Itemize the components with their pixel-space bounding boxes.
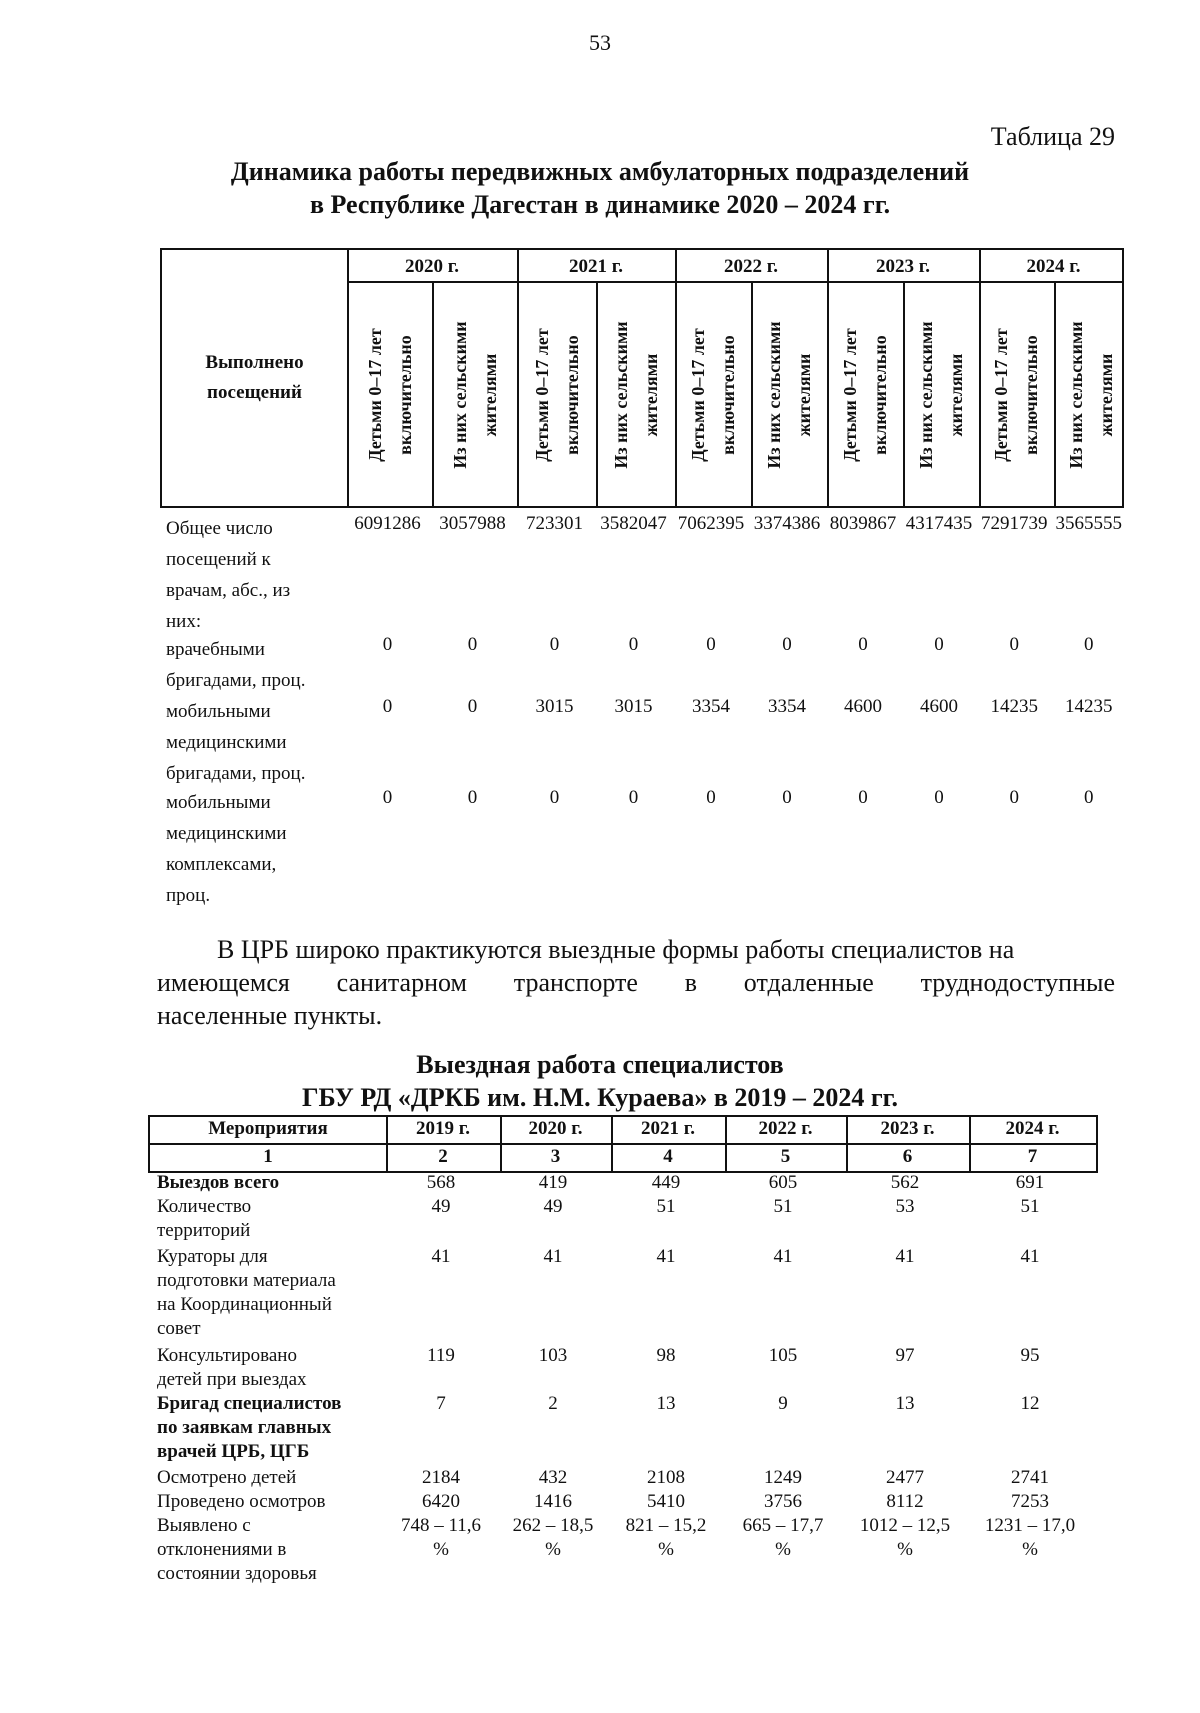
table2-column-number: 1 <box>263 1146 273 1167</box>
table1-cell: 0 <box>382 696 393 717</box>
table1-cell: 8039867 <box>829 513 897 534</box>
sub-header-rural-line1: Из них сельскими <box>1065 321 1086 469</box>
table2-cell: 98 <box>656 1345 676 1366</box>
table2-row-label: отклонениями в <box>157 1539 287 1560</box>
table1-cell: 3582047 <box>600 513 667 534</box>
table2-header <box>148 1115 1098 1173</box>
table1-cell: 0 <box>706 634 716 655</box>
table2-cell: 2 <box>548 1393 558 1414</box>
page-number: 53 <box>589 30 611 55</box>
table2-cell: 41 <box>656 1246 676 1267</box>
table1-row-label: них: <box>166 611 202 632</box>
table1-cell: 0 <box>1009 634 1019 655</box>
table1-cell: 3374386 <box>753 513 821 534</box>
table2-cell: 1249 <box>764 1467 802 1488</box>
table1-cell: 0 <box>628 787 639 808</box>
table2-cell: 13 <box>895 1393 915 1414</box>
year-header: 2022 г. <box>724 256 778 277</box>
sub-header-rural-line2: жителями <box>1095 353 1116 437</box>
table2-cell: 3756 <box>764 1491 802 1512</box>
table1-cell: 0 <box>782 634 792 655</box>
table1-cell: 14235 <box>1065 696 1113 717</box>
paragraph <box>157 933 1115 1032</box>
sub-header-children-line1: Детьми 0–17 лет <box>840 328 860 462</box>
table1-title <box>0 155 1200 221</box>
table2-row-label: Осмотрено детей <box>157 1467 297 1488</box>
sub-header-children <box>347 286 432 504</box>
table1-header-divider <box>347 281 1122 283</box>
table1-cell: 4317435 <box>905 513 973 534</box>
table2-cell: 562 <box>890 1172 920 1193</box>
table1-row-label: врачам, абс., из <box>166 580 291 601</box>
table2-cell: 7253 <box>1011 1491 1049 1512</box>
table1-cell: 3354 <box>692 696 730 717</box>
table1-cell: 0 <box>934 634 944 655</box>
table1-cell: 3565555 <box>1055 513 1122 534</box>
table2-cell: 605 <box>768 1172 798 1193</box>
table1-cell: 3015 <box>535 696 574 717</box>
table2-row-label: Проведено осмотров <box>157 1491 326 1512</box>
year-header: 2020 г. <box>405 256 459 277</box>
table2-cell: 51 <box>656 1196 676 1217</box>
table2-cell: 119 <box>427 1345 455 1366</box>
table2-column-header: 2020 г. <box>528 1118 583 1139</box>
table2-cell: 51 <box>1020 1196 1040 1217</box>
table1-cell: 0 <box>549 787 560 808</box>
table1-cell: 0 <box>628 634 639 655</box>
table2-cell: 449 <box>651 1172 681 1193</box>
table2-row-label: Выездов всего <box>157 1172 280 1193</box>
sub-header-rural-line2: жителями <box>479 353 500 437</box>
table2-column-number: 3 <box>550 1146 561 1167</box>
table1-cell: 0 <box>382 787 393 808</box>
table2-column-number: 2 <box>438 1146 448 1167</box>
sub-header-rural-line2: жителями <box>946 353 966 437</box>
sub-header-children-line2: включительно <box>718 335 738 455</box>
table2-cell: 49 <box>543 1196 563 1217</box>
sub-header-rural-line1: Из них сельскими <box>916 321 936 469</box>
sub-header-children-text <box>360 290 420 500</box>
table2-column-number: 7 <box>1027 1146 1038 1167</box>
table1-cell: 0 <box>934 787 944 808</box>
table1-cell: 7291739 <box>981 513 1048 534</box>
sub-header-children-line2: включительно <box>394 335 415 455</box>
sub-header-rural-text <box>911 290 971 500</box>
table2-cell: % <box>545 1539 561 1560</box>
sub-header-children-line1: Детьми 0–17 лет <box>364 328 385 462</box>
table2-column-number: 4 <box>663 1146 673 1167</box>
table1-cell: 0 <box>1084 787 1094 808</box>
year-header: 2024 г. <box>1026 256 1081 277</box>
sub-header-children <box>517 286 596 504</box>
sub-header-children <box>979 286 1054 504</box>
table2-cell: 7 <box>436 1393 446 1414</box>
table2-cell: % <box>1022 1539 1038 1560</box>
table2-column-header: 2022 г. <box>758 1118 813 1139</box>
table1-cell: 4600 <box>920 696 958 717</box>
table2-row-label: состоянии здоровья <box>157 1563 317 1584</box>
table1-cell: 0 <box>382 634 393 655</box>
table2-cell: 665 – 17,7 <box>742 1515 824 1536</box>
table1-cell: 0 <box>467 634 478 655</box>
table2-cell: 2108 <box>647 1467 685 1488</box>
table2-cell: 41 <box>543 1246 563 1267</box>
sub-header-children-line1: Детьми 0–17 лет <box>991 328 1012 462</box>
table2-title-line2: ГБУ РД «ДРКБ им. Н.М. Кураева» в 2019 – 2024 гг. <box>301 1083 899 1112</box>
table2-row-label: совет <box>157 1318 201 1339</box>
table2-cell: 12 <box>1020 1393 1040 1414</box>
paragraph-line3: населенные пункты. <box>157 1001 383 1030</box>
paragraph-line1: В ЦРБ широко практикуются выездные формы работы специалистов на <box>217 935 1015 964</box>
table1-row-label: врачебными <box>166 639 265 660</box>
sub-header-children <box>675 286 751 504</box>
table2-cell: 691 <box>1015 1172 1045 1193</box>
table1-row-header <box>162 250 347 506</box>
table2-cell: 41 <box>773 1246 793 1267</box>
paragraph-line2: имеющемся санитарном транспорте в отдаленные труднодоступные <box>157 968 1115 997</box>
sub-header-rural-line1: Из них сельскими <box>764 321 784 469</box>
sub-header-rural <box>596 286 675 504</box>
table1-cell: 0 <box>467 787 478 808</box>
table2-cell: 1012 – 12,5 <box>859 1515 951 1536</box>
table1-cell: 723301 <box>526 513 583 534</box>
table2-cell: 432 <box>538 1467 568 1488</box>
sub-header-children-line1: Детьми 0–17 лет <box>531 328 552 462</box>
table2-cell: 6420 <box>422 1491 460 1512</box>
table1-cell: 0 <box>858 787 868 808</box>
table1-cell: 0 <box>549 634 560 655</box>
table2-cell: 105 <box>768 1345 798 1366</box>
table2-row-label: детей при выездах <box>157 1369 307 1390</box>
table2-row-label: подготовки материала <box>157 1270 336 1291</box>
table1-cell: 3015 <box>614 696 653 717</box>
table2-cell: 8112 <box>886 1491 924 1512</box>
row-header-line2: посещений <box>207 382 302 403</box>
sub-header-rural <box>1054 286 1129 504</box>
table2-cell: 2184 <box>422 1467 460 1488</box>
table1-title-line1: Динамика работы передвижных амбулаторных подразделений <box>230 157 970 186</box>
table2-row-label: Консультировано <box>157 1345 297 1366</box>
table2-row-label: Количество <box>157 1196 252 1217</box>
table2-row-label: Кураторы для <box>157 1246 268 1267</box>
table2-column-header: Мероприятия <box>208 1118 328 1139</box>
table2-column-number: 5 <box>780 1146 791 1167</box>
table1-header <box>160 248 1124 508</box>
table1-cell: 14235 <box>990 696 1038 717</box>
sub-header-children-line2: включительно <box>870 335 890 455</box>
table1-row-label: мобильными <box>166 701 271 722</box>
table2-row-label: врачей ЦРБ, ЦГБ <box>157 1441 310 1462</box>
sub-header-children-line1: Детьми 0–17 лет <box>688 328 708 462</box>
table2-cell: 13 <box>656 1393 676 1414</box>
table2-cell: % <box>433 1539 449 1560</box>
sub-header-children-text <box>683 290 743 500</box>
table2-row-label: территорий <box>157 1220 251 1241</box>
table1-cell: 3354 <box>768 696 806 717</box>
table2-header-divider <box>150 1143 1096 1145</box>
table1-cell: 7062395 <box>677 513 745 534</box>
table2-cell: 103 <box>538 1345 568 1366</box>
sub-header-rural-text <box>606 290 666 500</box>
table2-title <box>0 1048 1200 1114</box>
table2-cell: % <box>658 1539 674 1560</box>
table2-cell: 49 <box>431 1196 451 1217</box>
table2-cell: 2477 <box>886 1467 924 1488</box>
table2-cell: 41 <box>895 1246 915 1267</box>
table1-cell: 0 <box>1009 787 1019 808</box>
sub-header-rural-line1: Из них сельскими <box>610 321 631 469</box>
table1-cell: 4600 <box>844 696 882 717</box>
sub-header-rural-text <box>445 290 505 500</box>
table1-row-label: проц. <box>166 885 211 906</box>
table-label: Таблица 29 <box>990 122 1115 151</box>
sub-header-rural-text <box>759 290 819 500</box>
sub-header-children <box>827 286 903 504</box>
table2-title-line1: Выездная работа специалистов <box>416 1050 784 1079</box>
table1-row-label: медицинскими <box>166 823 287 844</box>
table2-column-header: 2023 г. <box>880 1118 935 1139</box>
table1-cell: 0 <box>706 787 716 808</box>
table2-cell: 97 <box>895 1345 915 1366</box>
table1-row-label: бригадами, проц. <box>166 670 306 691</box>
sub-header-children-text <box>835 290 895 500</box>
table2-row-label: Выявлено с <box>157 1515 251 1536</box>
table1-row-label: посещений к <box>166 549 271 570</box>
table1-row-label: Общее число <box>166 518 273 539</box>
year-header: 2021 г. <box>569 256 623 277</box>
sub-header-rural-line2: жителями <box>794 353 814 437</box>
sub-header-children-text <box>986 290 1046 500</box>
table2-cell: 2741 <box>1011 1467 1049 1488</box>
table1-cell: 0 <box>782 787 792 808</box>
row-header-line1: Выполнено <box>205 352 304 373</box>
table2-cell: % <box>775 1539 791 1560</box>
sub-header-children-line2: включительно <box>1021 335 1042 455</box>
table2-cell: 262 – 18,5 <box>512 1515 594 1536</box>
table1-row-label: медицинскими <box>166 732 287 753</box>
table2-column-header: 2021 г. <box>641 1118 695 1139</box>
table2-cell: % <box>897 1539 913 1560</box>
table2-cell: 5410 <box>647 1491 685 1512</box>
table1-cell: 3057988 <box>439 513 506 534</box>
sub-header-rural <box>751 286 827 504</box>
sub-header-children-line2: включительно <box>561 335 582 455</box>
table1-cell: 0 <box>1084 634 1094 655</box>
sub-header-rural <box>903 286 979 504</box>
sub-header-rural-line2: жителями <box>640 353 661 437</box>
table2-column-header: 2024 г. <box>1005 1118 1060 1139</box>
sub-header-rural <box>432 286 517 504</box>
table2-cell: 568 <box>426 1172 456 1193</box>
table1-row-label: комплексами, <box>166 854 277 875</box>
table2-cell: 41 <box>1020 1246 1040 1267</box>
table1-row-label: бригадами, проц. <box>166 763 306 784</box>
table1-cell: 0 <box>858 634 868 655</box>
sub-header-children-text <box>527 290 587 500</box>
table2-column-header: 2019 г. <box>416 1118 470 1139</box>
table2-column-number: 6 <box>902 1146 913 1167</box>
table2-row-label: на Координационный <box>157 1294 332 1315</box>
table1-row-label: мобильными <box>166 792 271 813</box>
sub-header-rural-text <box>1061 290 1121 500</box>
table2-cell: 1231 – 17,0 <box>984 1515 1076 1536</box>
table2-cell: 1416 <box>534 1491 572 1512</box>
year-header: 2023 г. <box>876 256 930 277</box>
table1-title-line2: в Республике Дагестан в динамике 2020 – 2024 гг. <box>309 190 891 219</box>
table2-cell: 53 <box>895 1196 915 1217</box>
table2-cell: 419 <box>538 1172 568 1193</box>
table2-cell: 51 <box>773 1196 793 1217</box>
table1-cell: 6091286 <box>354 513 421 534</box>
table2-cell: 821 – 15,2 <box>625 1515 707 1536</box>
table2-cell: 748 – 11,6 <box>400 1515 482 1536</box>
table2-cell: 95 <box>1020 1345 1040 1366</box>
table2-row-label: по заявкам главных <box>157 1417 332 1438</box>
table2-row-label: Бригад специалистов <box>157 1393 342 1414</box>
table1-cell: 0 <box>467 696 478 717</box>
sub-header-rural-line1: Из них сельскими <box>449 321 470 469</box>
table2-cell: 41 <box>431 1246 451 1267</box>
table2-cell: 9 <box>778 1393 788 1414</box>
